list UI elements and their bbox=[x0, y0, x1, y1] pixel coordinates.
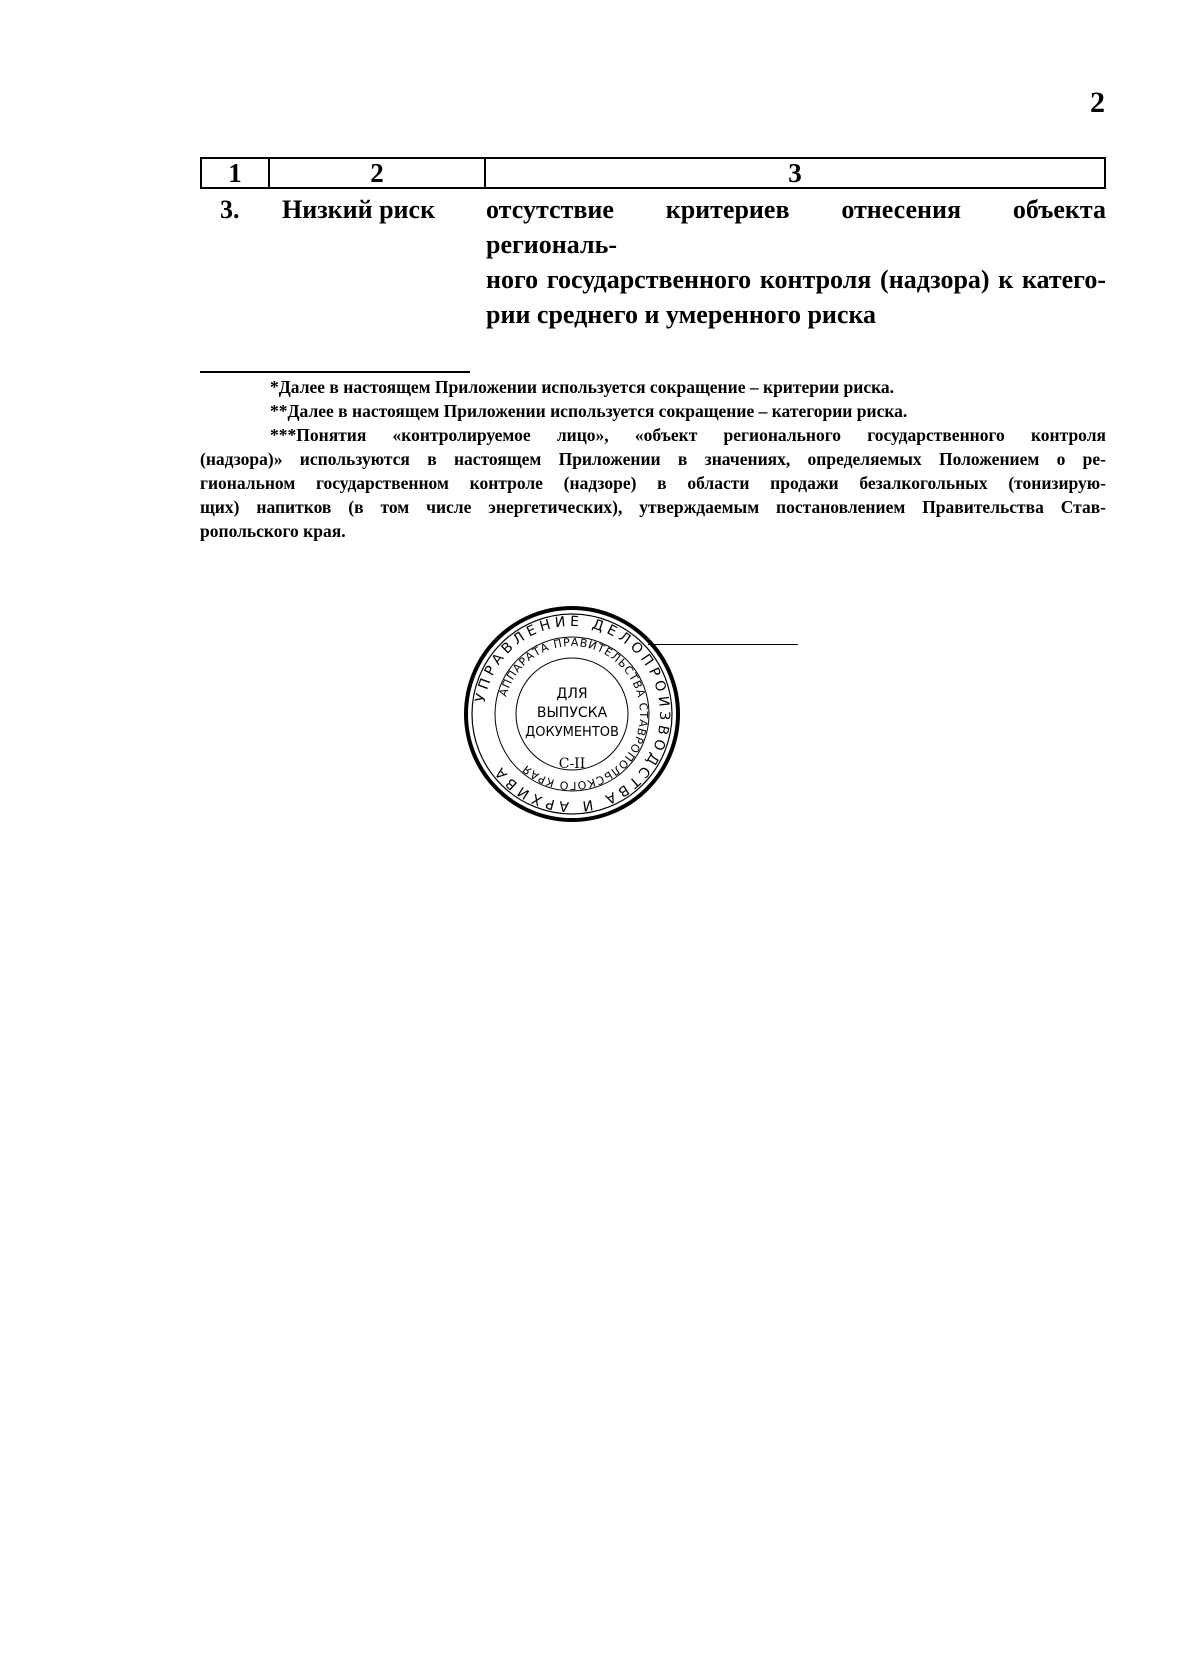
footnotes bbox=[200, 375, 1106, 543]
footnote-3-line: щих) напитков (в том числе энергетических), утверждаемым постановлением Правительства Став- bbox=[200, 497, 1106, 517]
stamp-center-line-1: ДЛЯ bbox=[556, 686, 588, 702]
risk-criteria-line: рии среднего и умеренного риска bbox=[486, 300, 877, 329]
risk-criteria bbox=[486, 192, 1106, 332]
footnote-3-line: ропольского края. bbox=[200, 521, 346, 541]
stamp-code: С-II bbox=[558, 756, 586, 772]
footnote-1: *Далее в настоящем Приложении используется сокращение – критерии риска. bbox=[270, 377, 895, 397]
risk-criteria-line: отсутствие критериев отнесения объекта региональ- bbox=[486, 195, 1106, 259]
table-header-row bbox=[200, 157, 1106, 189]
footnote-3-line: (надзора)» используются в настоящем Приложении в значениях, определяемых Положением о ре- bbox=[200, 449, 1106, 469]
footnote-3 bbox=[200, 423, 1106, 543]
stamp-center-line-3: ДОКУМЕНТОВ bbox=[525, 725, 619, 740]
stamp-center-line-2: ВЫПУСКА bbox=[536, 705, 608, 721]
official-stamp bbox=[462, 604, 682, 824]
table-header-col-3: 3 bbox=[788, 157, 802, 188]
footnote-2: **Далее в настоящем Приложении используется сокращение – категории риска. bbox=[270, 401, 908, 421]
footnote-separator bbox=[200, 371, 470, 373]
row-number: 3. bbox=[220, 195, 240, 224]
stamp-outer-text: УПРАВЛЕНИЕ ДЕЛОПРОИЗВОДСТВА И АРХИВА bbox=[472, 613, 673, 815]
page-number: 2 bbox=[1090, 86, 1105, 119]
table-header-col-1: 1 bbox=[202, 159, 270, 187]
table-header-col-2: 2 bbox=[270, 159, 486, 187]
footnote-3-line: гиональном государственном контроле (надзоре) в области продажи безалкогольных (тонизирую- bbox=[200, 473, 1106, 493]
risk-level: Низкий риск bbox=[282, 195, 436, 224]
risk-criteria-line: ного государственного контроля (надзора) к катего- bbox=[486, 265, 1106, 294]
stamp-inner-text: АППАРАТА ПРАВИТЕЛЬСТВА СТАВРОПОЛЬСКОГО КРАЯ bbox=[496, 635, 651, 793]
footnote-3-line: ***Понятия «контролируемое лицо», «объект регионального государственного контроля bbox=[270, 425, 1106, 445]
